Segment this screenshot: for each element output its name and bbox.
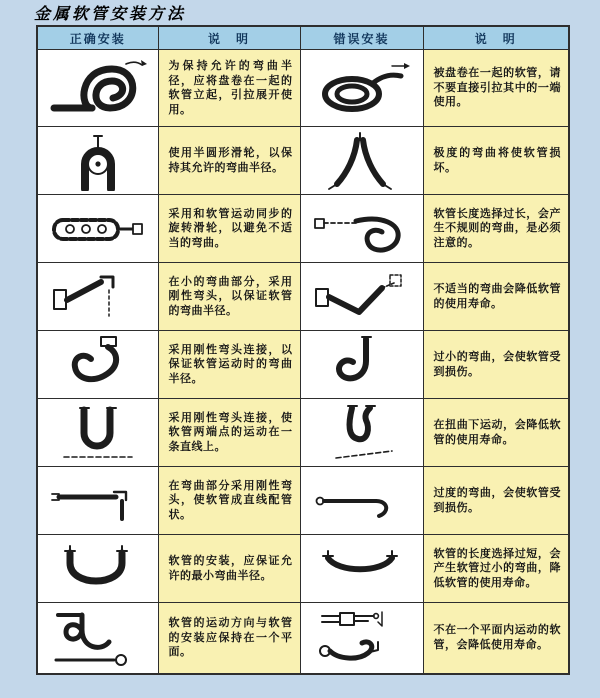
correct-description: 在弯曲部分采用刚性弯头，使软管成直线配管状。 bbox=[158, 467, 300, 535]
header-correct-install: 正确安装 bbox=[37, 26, 158, 50]
table-row bbox=[37, 127, 569, 195]
table-row bbox=[37, 50, 569, 127]
correct-image-cell bbox=[37, 50, 158, 127]
single-plane-motion-trap-icon bbox=[46, 606, 150, 670]
table-row bbox=[37, 331, 569, 399]
wrong-image-cell bbox=[300, 603, 423, 674]
wrong-description: 过小的弯曲，会使软管受到损伤。 bbox=[423, 331, 569, 399]
correct-image-cell bbox=[37, 535, 158, 603]
header-wrong-install: 错误安装 bbox=[300, 26, 423, 50]
table-row bbox=[37, 535, 569, 603]
hose-installation-table bbox=[36, 25, 570, 675]
wrong-image-cell bbox=[300, 399, 423, 467]
header-correct-description: 说 明 bbox=[158, 26, 300, 50]
wrong-description: 被盘卷在一起的软管，请不要直接引拉其中的一端使用。 bbox=[423, 50, 569, 127]
wrong-image-cell bbox=[300, 535, 423, 603]
correct-description: 采用刚性弯头连接，以保证软管运动时的弯曲半径。 bbox=[158, 331, 300, 399]
table-row bbox=[37, 399, 569, 467]
table-row bbox=[37, 195, 569, 263]
correct-description: 软管的安装，应保证允许的最小弯曲半径。 bbox=[158, 535, 300, 603]
correct-description: 采用刚性弯头连接，使软管两端点的运动在一条直线上。 bbox=[158, 399, 300, 467]
correct-description: 使用半圆形滑轮，以保持其允许的弯曲半径。 bbox=[158, 127, 300, 195]
correct-description: 在小的弯曲部分，采用刚性弯头，以保证软管的弯曲半径。 bbox=[158, 263, 300, 331]
correct-description: 采用和软管运动同步的旋转滑轮，以避免不适当的弯曲。 bbox=[158, 195, 300, 263]
standing-coil-hose-icon bbox=[46, 57, 150, 119]
correct-image-cell bbox=[37, 603, 158, 674]
wrong-image-cell bbox=[300, 50, 423, 127]
table-row bbox=[37, 603, 569, 674]
table-row bbox=[37, 467, 569, 535]
header-wrong-description: 说 明 bbox=[423, 26, 569, 50]
wrong-description: 极度的弯曲将使软管损坏。 bbox=[423, 127, 569, 195]
wrong-description: 软管的长度选择过短，会产生软管过小的弯曲，降低软管的使用寿命。 bbox=[423, 535, 569, 603]
inline-motion-u-loop-icon bbox=[46, 402, 150, 464]
wrong-description: 软管长度选择过长，会产生不规则的弯曲，是必须注意的。 bbox=[423, 195, 569, 263]
too-small-bend-hook-icon bbox=[310, 334, 414, 396]
wrong-image-cell bbox=[300, 467, 423, 535]
correct-description: 软管的运动方向与软管的安装应保持在一个平面。 bbox=[158, 603, 300, 674]
too-short-shallow-u-icon bbox=[310, 539, 414, 599]
correct-image-cell bbox=[37, 399, 158, 467]
wrong-description: 在扭曲下运动，会降低软管的使用寿命。 bbox=[423, 399, 569, 467]
rigid-elbow-small-bend-icon bbox=[46, 267, 150, 327]
minimum-bend-radius-u-icon bbox=[46, 539, 150, 599]
out-of-plane-motion-icon bbox=[310, 606, 414, 670]
improper-sharp-bend-icon bbox=[310, 267, 414, 327]
twisted-u-loop-icon bbox=[310, 402, 414, 464]
correct-image-cell bbox=[37, 467, 158, 535]
wrong-image-cell bbox=[300, 331, 423, 399]
correct-image-cell bbox=[37, 127, 158, 195]
overlong-irregular-loop-icon bbox=[310, 199, 414, 259]
correct-image-cell bbox=[37, 195, 158, 263]
wrong-description: 过度的弯曲，会使软管受到损伤。 bbox=[423, 467, 569, 535]
excessive-end-bend-icon bbox=[310, 471, 414, 531]
table-row bbox=[37, 263, 569, 331]
wrong-image-cell bbox=[300, 263, 423, 331]
wrong-description: 不适当的弯曲会降低软管的使用寿命。 bbox=[423, 263, 569, 331]
synchronized-rotating-pulley-track-icon bbox=[46, 199, 150, 259]
rigid-elbow-connection-curve-icon bbox=[46, 334, 150, 396]
wrong-image-cell bbox=[300, 195, 423, 263]
extreme-pinched-bend-icon bbox=[310, 131, 414, 191]
correct-image-cell bbox=[37, 263, 158, 331]
page-title: 金属软管安装方法 bbox=[34, 4, 187, 23]
flat-coil-pulled-end-icon bbox=[310, 57, 414, 119]
correct-image-cell bbox=[37, 331, 158, 399]
wrong-image-cell bbox=[300, 127, 423, 195]
correct-description: 为保持允许的弯曲半径，应将盘卷在一起的软管立起，引拉展开使用。 bbox=[158, 50, 300, 127]
straight-piping-with-elbow-icon bbox=[46, 471, 150, 531]
semicircular-pulley-hose-icon bbox=[46, 131, 150, 191]
wrong-description: 不在一个平面内运动的软管，会降低使用寿命。 bbox=[423, 603, 569, 674]
header-row bbox=[37, 26, 569, 50]
